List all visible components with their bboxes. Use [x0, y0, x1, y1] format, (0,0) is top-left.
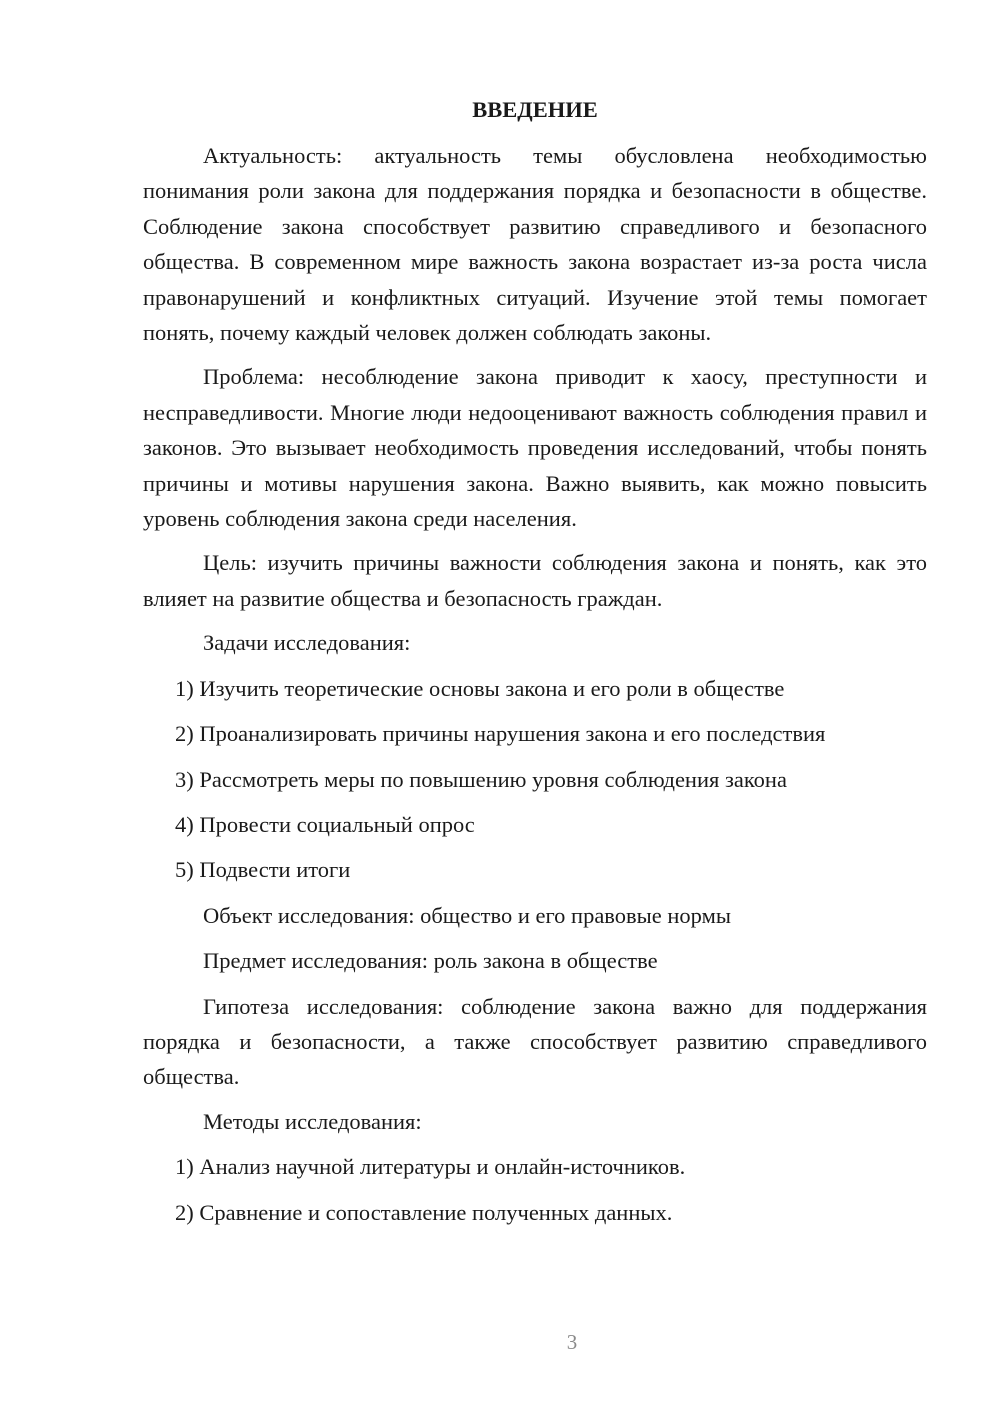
page-content [143, 90, 927, 1240]
method-item-2: 2) Сравнение и сопоставление полученных данных. [175, 1199, 673, 1225]
problem-paragraph: Проблема: несоблюдение закона приводит к хаосу, преступности и несправедливости. Многие люди недооценивают важность соблюдения правил и законов. Это вызывает необходимость проведения исследований, чтобы понять причины и мотивы нарушения закона. Важно выявить, как можно повысить уровень соблюдения закона среди населения. [143, 364, 927, 532]
task-item-4: 4) Провести социальный опрос [175, 811, 475, 837]
goal-paragraph: Цель: изучить причины важности соблюдения закона и понять, как это влияет на развитие общества и безопасность граждан. [143, 550, 927, 611]
hypothesis-paragraph: Гипотеза исследования: соблюдение закона важно для поддержания порядка и безопасности, а также способствует развитию справедливого общества. [143, 993, 927, 1090]
section-title: ВВЕДЕНИЕ [472, 97, 598, 122]
task-item-2: 2) Проанализировать причины нарушения закона и его последствия [175, 721, 826, 747]
method-item-1: 1) Анализ научной литературы и онлайн-источников. [175, 1154, 686, 1180]
methods-heading: Методы исследования: [203, 1108, 422, 1134]
task-item-1: 1) Изучить теоретические основы закона и его роли в обществе [175, 675, 785, 701]
research-object: Объект исследования: общество и его правовые нормы [203, 902, 731, 928]
task-item-3: 3) Рассмотреть меры по повышению уровня соблюдения закона [175, 766, 787, 792]
page-number: 3 [566, 1330, 578, 1354]
research-subject: Предмет исследования: роль закона в обществе [203, 948, 658, 974]
actuality-paragraph: Актуальность: актуальность темы обусловлена необходимостью понимания роли закона для поддержания порядка и безопасности в обществе. Соблюдение закона способствует развитию справедливого и безопасного общества. В современном мире важность закона возрастает из-за роста числа правонарушений и конфликтных ситуаций. Изучение этой темы помогает понять, почему каждый человек должен соблюдать законы. [143, 143, 927, 346]
task-item-5: 5) Подвести итоги [175, 857, 351, 883]
tasks-heading: Задачи исследования: [203, 630, 411, 656]
